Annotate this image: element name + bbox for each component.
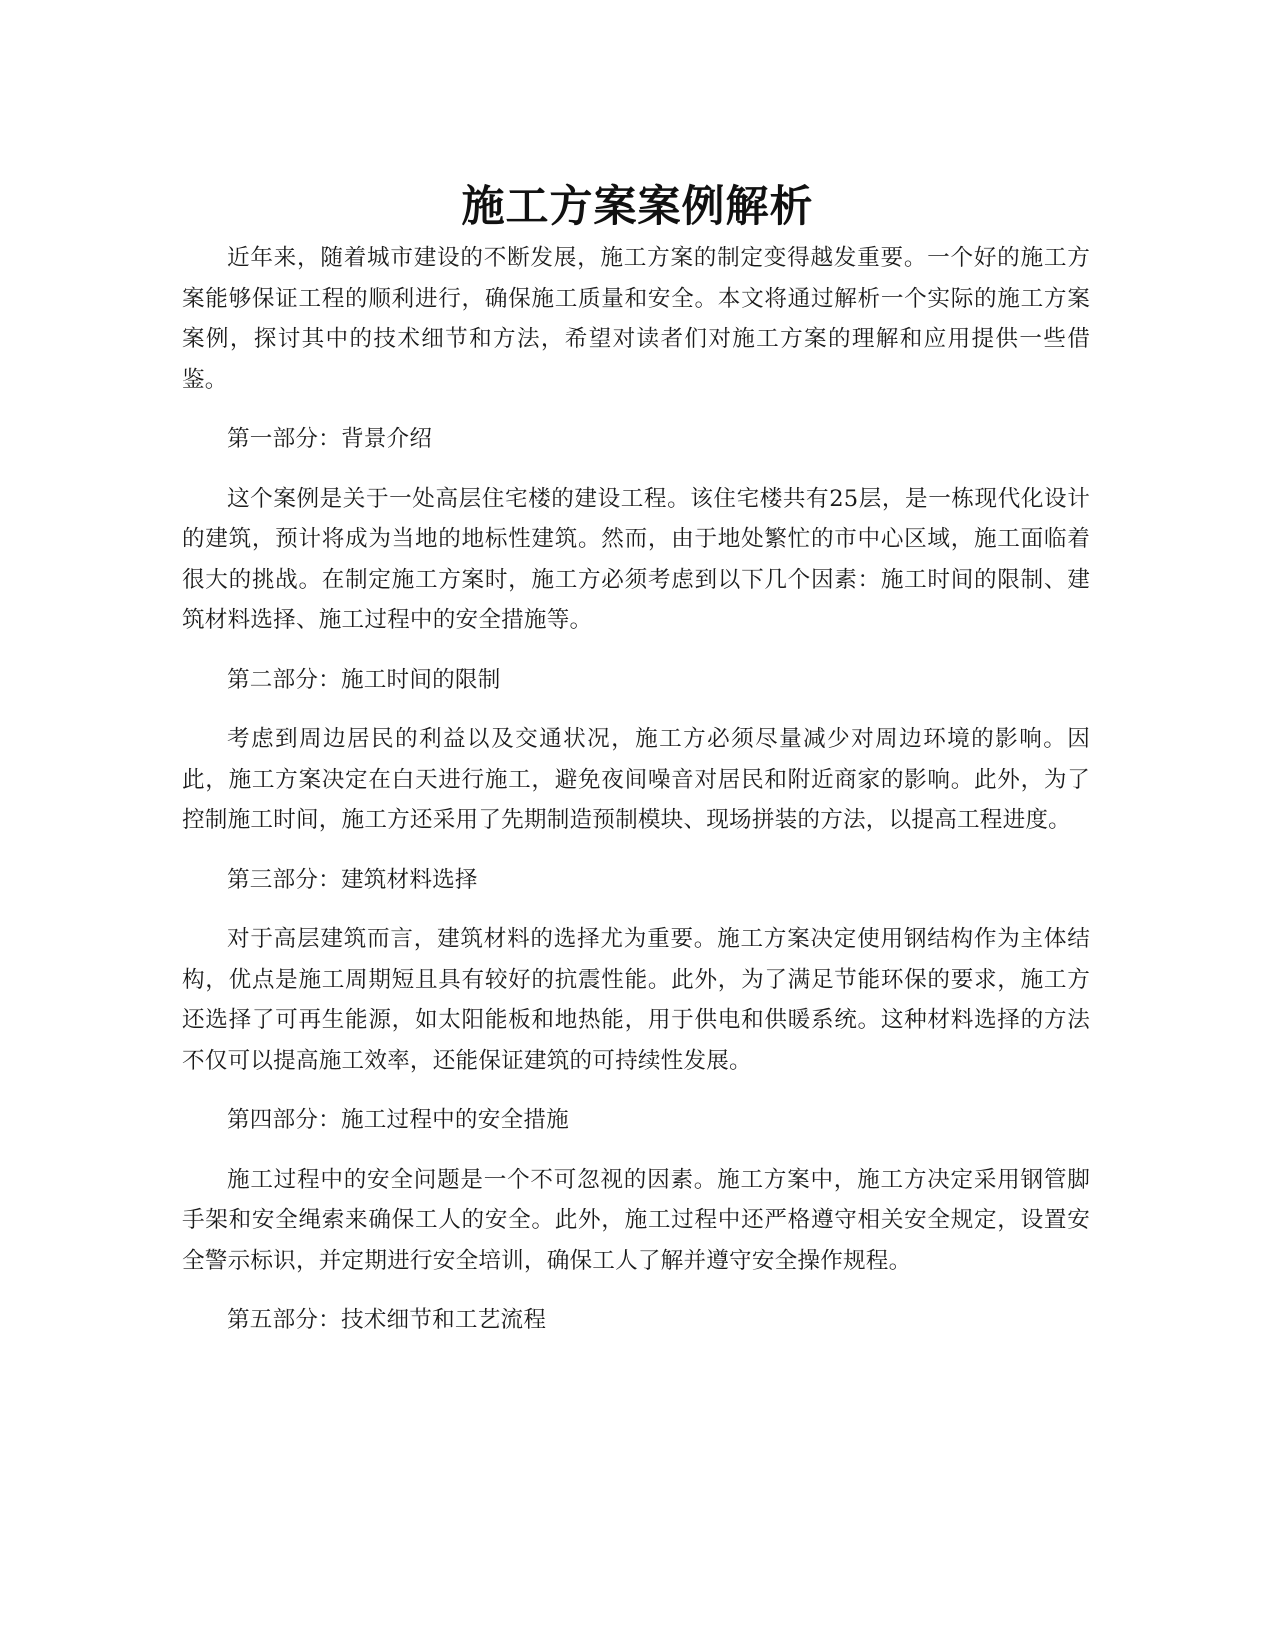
section-heading-technical-details: 第五部分：技术细节和工艺流程 [227, 1307, 547, 1333]
document-title: 施工方案案例解析 [461, 181, 814, 232]
section-heading-materials: 第三部分：建筑材料选择 [227, 866, 478, 893]
time-limits-paragraph: 考虑到周边居民的利益以及交通状况，施工方必须尽量减少对周边环境的影响。因此，施工方案决定在白天进行施工，避免夜间噪音对居民和附近商家的影响。此外，为了控制施工时间，施工方还采用了先期制造预制模块、现场拼装的方法，以提高工程进度。 [182, 726, 1090, 833]
section-heading-time-limits: 第二部分：施工时间的限制 [227, 666, 501, 693]
safety-paragraph: 施工过程中的安全问题是一个不可忽视的因素。施工方案中，施工方决定采用钢管脚手架和安全绳索来确保工人的安全。此外，施工过程中还严格遵守相关安全规定，设置安全警示标识，并定期进行安全培训，确保工人了解并遵守安全操作规程。 [182, 1166, 1090, 1274]
materials-paragraph: 对于高层建筑而言，建筑材料的选择尤为重要。施工方案决定使用钢结构作为主体结构，优点是施工周期短且具有较好的抗震性能。此外，为了满足节能环保的要求，施工方还选择了可再生能源，如太阳能板和地热能，用于供电和供暖系统。这种材料选择的方法不仅可以提高施工效率，还能保证建筑的可持续性发展。 [182, 926, 1090, 1074]
background-paragraph: 这个案例是关于一处高层住宅楼的建设工程。该住宅楼共有25层，是一栋现代化设计的建筑，预计将成为当地的地标性建筑。然而，由于地处繁忙的市中心区域，施工面临着很大的挑战。在制定施工方案时，施工方必须考虑到以下几个因素：施工时间的限制、建筑材料选择、施工过程中的安全措施等。 [182, 485, 1090, 633]
section-heading-background: 第一部分：背景介绍 [227, 426, 433, 452]
intro-paragraph: 近年来，随着城市建设的不断发展，施工方案的制定变得越发重要。一个好的施工方案能够保证工程的顺利进行，确保施工质量和安全。本文将通过解析一个实际的施工方案案例，探讨其中的技术细节和方法，希望对读者们对施工方案的理解和应用提供一些借鉴。 [182, 245, 1090, 393]
document-body [182, 238, 1090, 1360]
section-heading-safety: 第四部分：施工过程中的安全措施 [227, 1107, 569, 1133]
